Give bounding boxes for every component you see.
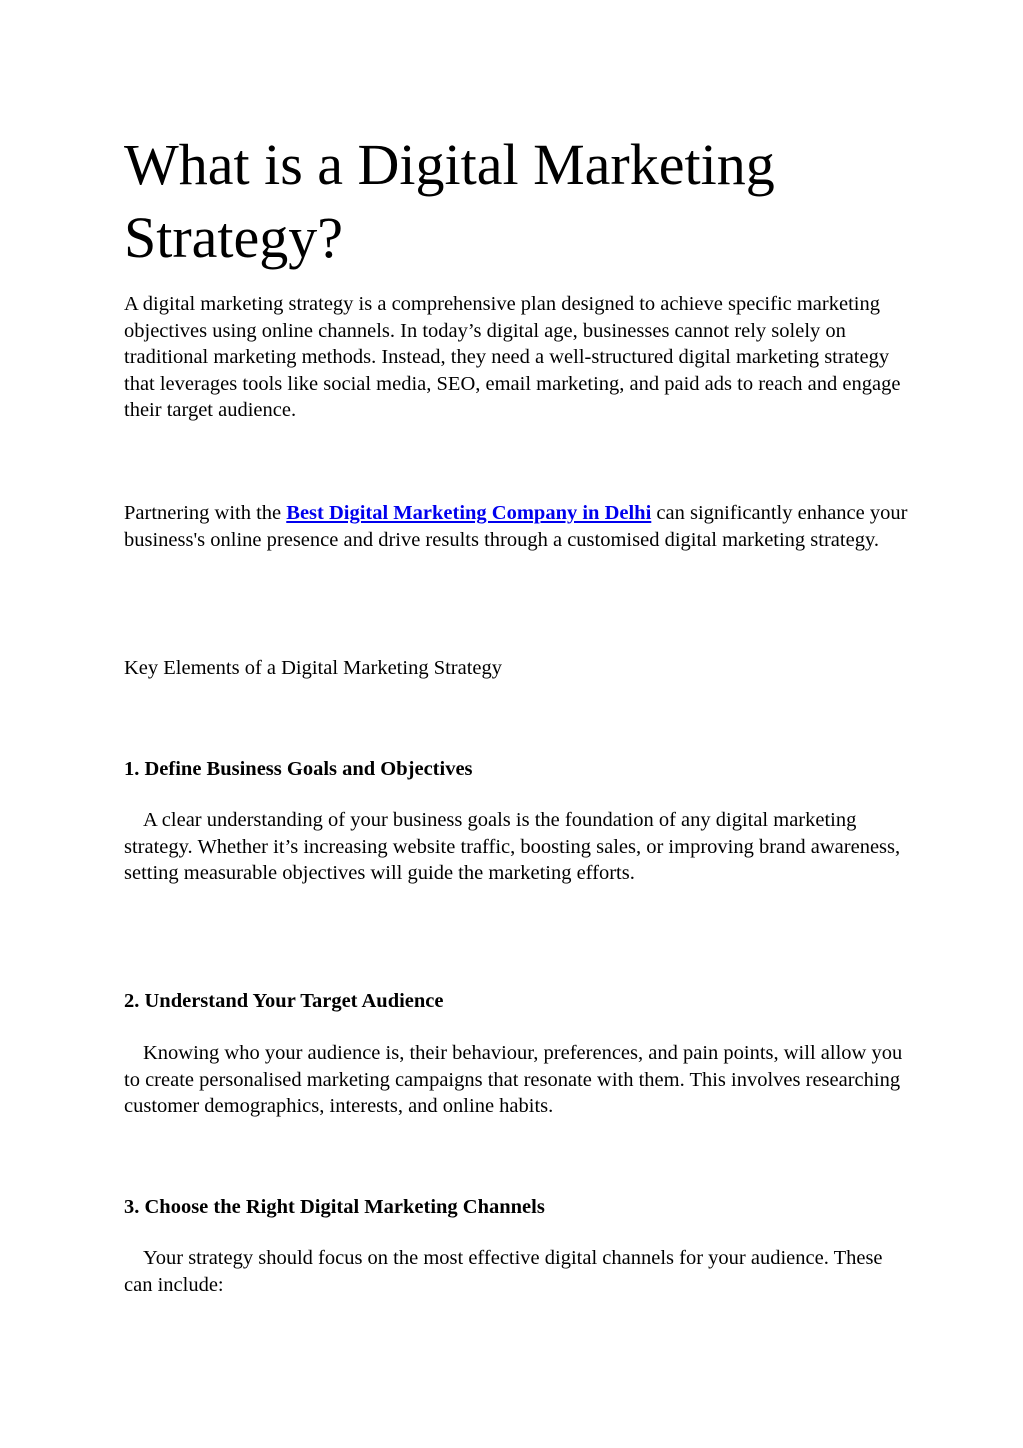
section-2-heading: 2. Understand Your Target Audience: [124, 990, 444, 1012]
best-digital-marketing-company-link[interactable]: Best Digital Marketing Company in Delhi: [286, 502, 652, 524]
intro-paragraph: A digital marketing strategy is a comprehensive plan designed to achieve specific marketing objectives using online channels. In today’s digital age, businesses cannot rely solely on traditional marketing methods. Instead, they need a well-structured digital marketing strategy that leverages tools like social media, SEO, email marketing, and paid ads to reach and engage their target audience.: [124, 293, 901, 421]
section-1-body: A clear understanding of your business goals is the foundation of any digital marketing strategy. Whether it’s increasing website traffic, boosting sales, or improving brand awareness, setting measurable objectives will guide the marketing efforts.: [124, 809, 901, 884]
key-elements-label: Key Elements of a Digital Marketing Strategy: [124, 657, 503, 679]
section-3-body: Your strategy should focus on the most effective digital channels for your audience. These can include:: [124, 1247, 883, 1296]
partner-text-after: can significantly enhance your business's online presence and drive results through a customised digital marketing strategy.: [124, 502, 908, 551]
partner-paragraph: [124, 500, 914, 553]
section-3-heading: 3. Choose the Right Digital Marketing Channels: [124, 1196, 545, 1218]
partner-text-before: Partnering with the: [124, 502, 287, 524]
section-2-body: Knowing who your audience is, their behaviour, preferences, and pain points, will allow you to create personalised marketing campaigns that resonate with them. This involves researching customer demographics, interests, and online habits.: [124, 1042, 903, 1117]
section-1-heading: 1. Define Business Goals and Objectives: [124, 758, 473, 780]
page-title: What is a Digital Marketing Strategy?: [124, 132, 775, 270]
